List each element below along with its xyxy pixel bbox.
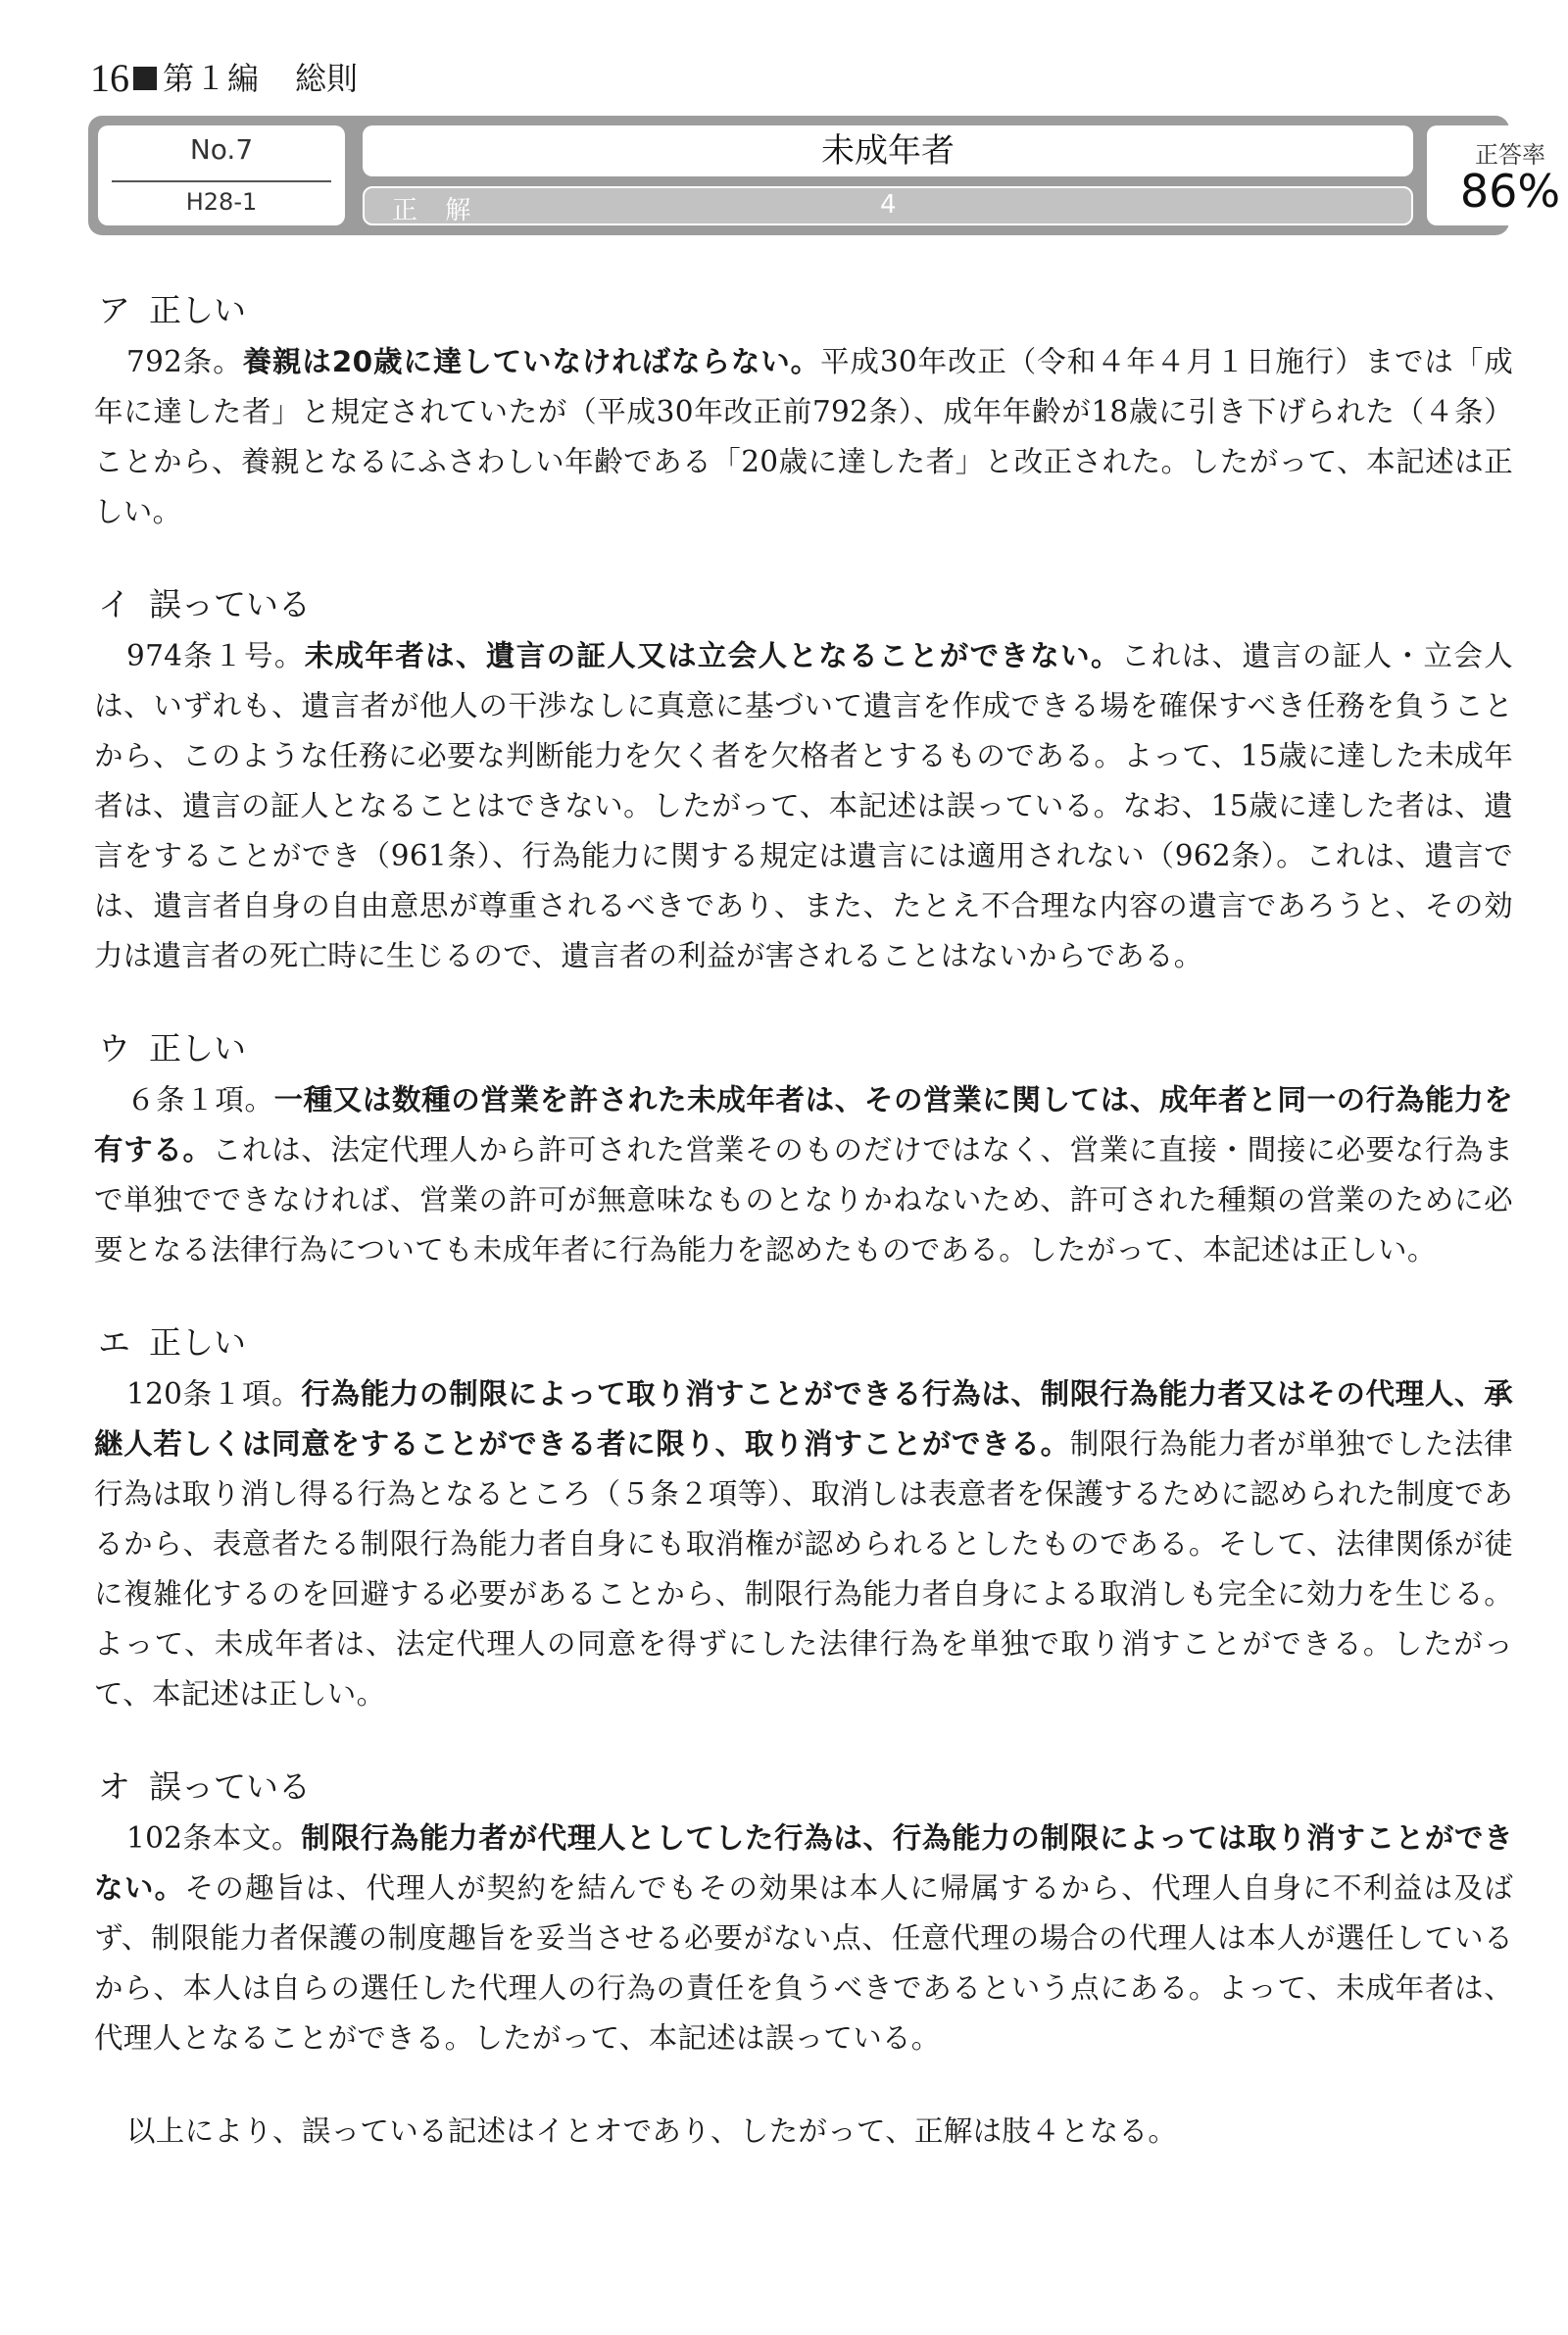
divider [112, 180, 331, 182]
rule-statement: 養親は20歳に達していなければならない。 [242, 345, 821, 378]
answer-value: 4 [880, 190, 897, 220]
item-text [94, 631, 1513, 981]
item-mark: オ [98, 1767, 130, 1806]
item-text [94, 1369, 1513, 1719]
correct-rate-cell [1427, 125, 1568, 225]
explanation-text: これは、遺言の証人・立会人は、いずれも、遺言者が他人の干渉なしに真意に基づいて遺言を作成できる場を確保すべき任務を負うことから、このような任務に必要な判断能力を欠く者を欠格者とするものである。よって、15歳に達した未成年者は、遺言の証人となることはできない。したがって、本記述は誤っている。なお、15歳に達した者は、遺言をすることができ（961条）、行為能力に関する規定は遺言には適用されない（962条）。これは、遺言では、遺言者自身の自由意思が尊重されるべきであり、また、たとえ不合理な内容の遺言であろうと、その効力は遺言者の死亡時に生じるので、遺言者の利益が害されることはないからである。 [94, 639, 1513, 972]
question-number-cell [98, 125, 345, 225]
explanation-item [94, 1024, 1513, 1275]
page-number: 16 [90, 56, 129, 100]
explanation-text: これは、法定代理人から許可された営業そのものだけではなく、営業に直接・間接に必要な行為まで単独でできなければ、営業の許可が無意味なものとなりかねないため、許可された種類の営業のために必要となる法律行為についても未成年者に行為能力を認めたものである。したがって、本記述は正しい。 [94, 1133, 1513, 1267]
explanation-item [94, 1318, 1513, 1719]
article-ref: 102条本文。 [126, 1821, 302, 1855]
correct-rate-value: 86% [1459, 165, 1561, 218]
item-heading [98, 580, 1513, 629]
article-ref: 792条。 [126, 345, 243, 378]
exam-code: H28-1 [185, 188, 258, 216]
section-label: 総則 [295, 60, 359, 97]
article-ref: 120条１項。 [126, 1377, 302, 1411]
square-bullet-icon [133, 67, 157, 90]
rule-statement: 行為能力の制限によって取り消すことができる行為は、制限行為能力者又はその代理人、承継人若しくは同意をすることができる者に限り、取り消すことができる。 [94, 1377, 1513, 1461]
explanation-text: 制限行為能力者が単独でした法律行為は取り消し得る行為となるところ（５条２項等）、取消しは表意者を保護するために認められた制度であるから、表意者たる制限行為能力者自身にも取消権が認められるとしたものである。そして、法律関係が徒に複雑化するのを回避する必要があることから、制限行為能力者自身による取消しも完全に効力を生じる。よって、未成年者は、法定代理人の同意を得ずにした法律行為を単独で取り消すことができる。したがって、本記述は正しい。 [94, 1427, 1513, 1711]
explanation-text: その趣旨は、代理人が契約を結んでもその効果は本人に帰属するから、代理人自身に不利益は及ばず、制限能力者保護の制度趣旨を妥当させる必要がない点、任意代理の場合の代理人は本人が選任しているから、本人は自らの選任した代理人の行為の責任を負うべきであるという点にある。よって、未成年者は、代理人となることができる。したがって、本記述は誤っている。 [94, 1871, 1514, 2055]
item-text [94, 1075, 1513, 1275]
item-text [94, 337, 1513, 537]
conclusion-text: 以上により、誤っている記述はイとオであり、したがって、正解は肢４となる。 [126, 2114, 1178, 2148]
explanation-item [94, 1763, 1513, 2063]
item-mark: ウ [98, 1029, 130, 1068]
part-label: 第１編 [163, 60, 261, 97]
item-verdict: 正しい [149, 291, 246, 329]
page-header [90, 57, 358, 100]
item-mark: イ [98, 585, 130, 623]
item-heading [98, 286, 1513, 335]
question-header-box [88, 116, 1561, 235]
item-mark: エ [98, 1323, 130, 1362]
item-verdict: 誤っている [149, 1767, 311, 1806]
rule-statement: 制限行為能力者が代理人としてした行為は、行為能力の制限によっては取り消すことができない。 [94, 1821, 1513, 1905]
item-mark: ア [98, 291, 130, 329]
item-verdict: 誤っている [149, 585, 311, 623]
item-heading [98, 1763, 1513, 1812]
item-heading [98, 1318, 1513, 1367]
correct-rate-label: 正答率 [1475, 141, 1545, 169]
item-verdict: 正しい [149, 1029, 246, 1068]
item-text [94, 1813, 1513, 2063]
explanation-body [94, 286, 1513, 2157]
question-title: 未成年者 [363, 125, 1413, 176]
item-heading [98, 1024, 1513, 1073]
answer-bar [363, 186, 1413, 225]
article-ref: ６条１項。 [126, 1083, 274, 1117]
rule-statement: 一種又は数種の営業を許された未成年者は、その営業に関しては、成年者と同一の行為能力を有する。 [94, 1083, 1513, 1167]
item-verdict: 正しい [149, 1323, 246, 1362]
article-ref: 974条１号。 [126, 639, 305, 672]
explanation-text: 平成30年改正（令和４年４月１日施行）までは「成年に達した者」と規定されていたが（平成30年改正前792条）、成年年齢が18歳に引き下げられた（４条）ことから、養親となるにふさわしい年齢である「20歳に達した者」と改正された。したがって、本記述は正しい。 [94, 345, 1513, 528]
rule-statement: 未成年者は、遺言の証人又は立会人となることができない。 [304, 639, 1121, 672]
explanation-item [94, 580, 1513, 981]
explanation-item [94, 286, 1513, 537]
answer-label: 正 解 [392, 196, 481, 225]
question-number: No.7 [189, 133, 254, 166]
